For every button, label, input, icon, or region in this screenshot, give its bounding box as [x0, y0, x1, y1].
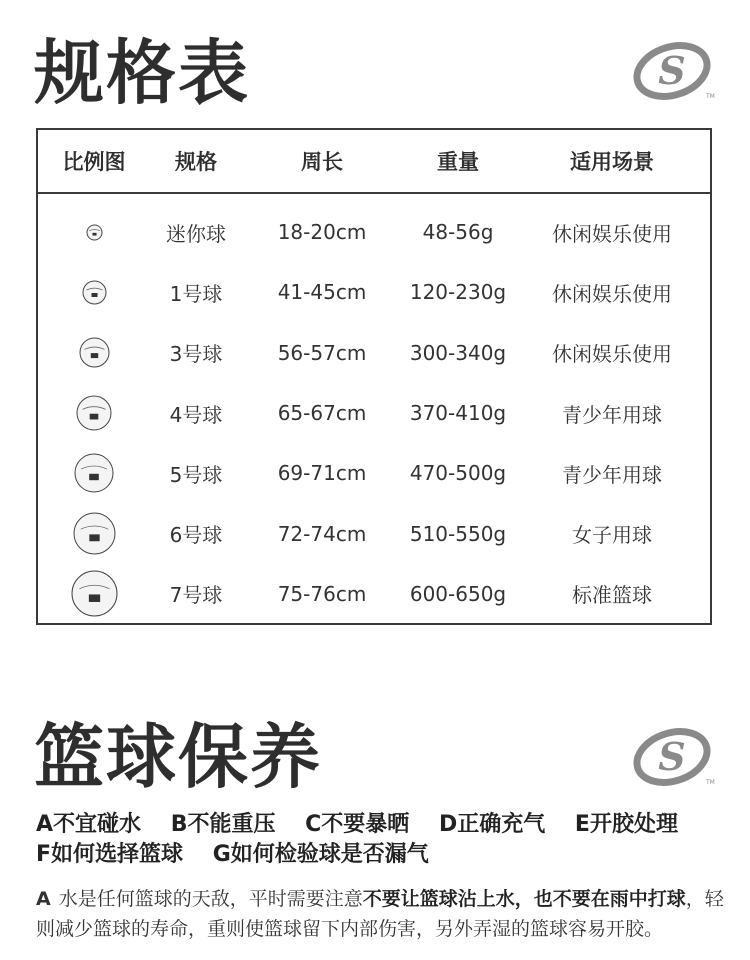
row-usage: 休闲娱乐使用 [552, 342, 672, 367]
care-tag: G如何检验球是否漏气 [212, 842, 429, 867]
row-circumference: 69-71cm [277, 461, 367, 486]
row-size: 5号球 [169, 462, 223, 487]
row-size: 7号球 [169, 583, 223, 608]
row-size: 迷你球 [166, 221, 226, 246]
row-weight: 370-410g [409, 401, 507, 426]
svg-text:S: S [658, 734, 686, 779]
spalding-logo-icon [632, 40, 716, 106]
row-weight: 600-650g [409, 581, 507, 606]
row-usage: 青少年用球 [562, 462, 662, 487]
basketball-icon [38, 395, 150, 431]
row-circumference: 56-57cm [277, 340, 367, 365]
basketball-icon [38, 224, 150, 241]
spalding-logo-icon [632, 726, 716, 792]
svg-text:S: S [658, 48, 686, 93]
svg-text:TM: TM [706, 93, 715, 100]
header-scale: 比例图 [62, 150, 126, 174]
basketball-svg [86, 224, 103, 241]
basketball-svg [71, 570, 118, 617]
row-circumference: 72-74cm [277, 521, 367, 546]
care-tags [36, 810, 726, 870]
row-weight: 510-550g [409, 521, 507, 546]
basketball-svg [73, 512, 116, 555]
header-weight: 重量 [437, 150, 479, 174]
table-header [38, 130, 710, 194]
paragraph-text: 水是任何篮球的天敌，平时需要注意 [58, 888, 363, 910]
care-tag: A不宜碰水 [36, 812, 142, 837]
basketball-svg [74, 453, 114, 493]
care-tag: B不能重压 [170, 812, 276, 837]
row-weight: 300-340g [409, 340, 507, 365]
table-row [38, 443, 710, 503]
table-row [38, 202, 710, 262]
row-usage: 标准篮球 [572, 583, 652, 608]
basketball-icon [38, 512, 150, 555]
row-size: 1号球 [169, 281, 223, 306]
table-row [38, 564, 710, 624]
row-size: 6号球 [169, 523, 223, 548]
paragraph-emphasis: 不要让篮球沾上水，也不要在雨中打球 [362, 888, 686, 910]
table-row [38, 262, 710, 322]
header-usage: 适用场景 [570, 150, 654, 174]
table-row [38, 503, 710, 563]
table-row [38, 323, 710, 383]
care-tag: F如何选择篮球 [36, 842, 184, 867]
header-size: 规格 [175, 150, 217, 174]
care-tag: C不要暴晒 [305, 812, 410, 837]
row-usage: 休闲娱乐使用 [552, 281, 672, 306]
row-size: 4号球 [169, 402, 223, 427]
spec-title: 规格表 [34, 32, 250, 114]
row-circumference: 41-45cm [277, 280, 367, 305]
basketball-icon [38, 280, 150, 305]
row-weight: 120-230g [409, 280, 507, 305]
row-usage: 休闲娱乐使用 [552, 221, 672, 246]
care-paragraph [36, 884, 726, 944]
row-circumference: 65-67cm [277, 401, 367, 426]
row-weight: 470-500g [409, 461, 507, 486]
row-circumference: 75-76cm [277, 581, 367, 606]
svg-text:TM: TM [706, 779, 715, 786]
care-title: 篮球保养 [34, 716, 322, 798]
paragraph-text: ，轻则减少篮球的寿命，重则使篮球留下内部伤害，另外弄湿的篮球容易开胶。 [36, 888, 724, 940]
care-tag: E开胶处理 [574, 812, 678, 837]
basketball-svg [79, 337, 110, 368]
paragraph-lead: A [36, 888, 51, 910]
care-tag: D正确充气 [438, 812, 546, 837]
table-row [38, 383, 710, 443]
basketball-svg [76, 395, 112, 431]
row-weight: 48-56g [422, 220, 494, 245]
row-circumference: 18-20cm [277, 220, 367, 245]
header-circumference: 周长 [301, 150, 343, 174]
row-usage: 女子用球 [572, 523, 652, 548]
basketball-icon [38, 337, 150, 368]
row-usage: 青少年用球 [562, 402, 662, 427]
row-size: 3号球 [169, 342, 223, 367]
table-body [38, 194, 710, 624]
basketball-svg [82, 280, 107, 305]
basketball-icon [38, 453, 150, 493]
basketball-icon [38, 570, 150, 617]
spec-table [36, 128, 712, 625]
